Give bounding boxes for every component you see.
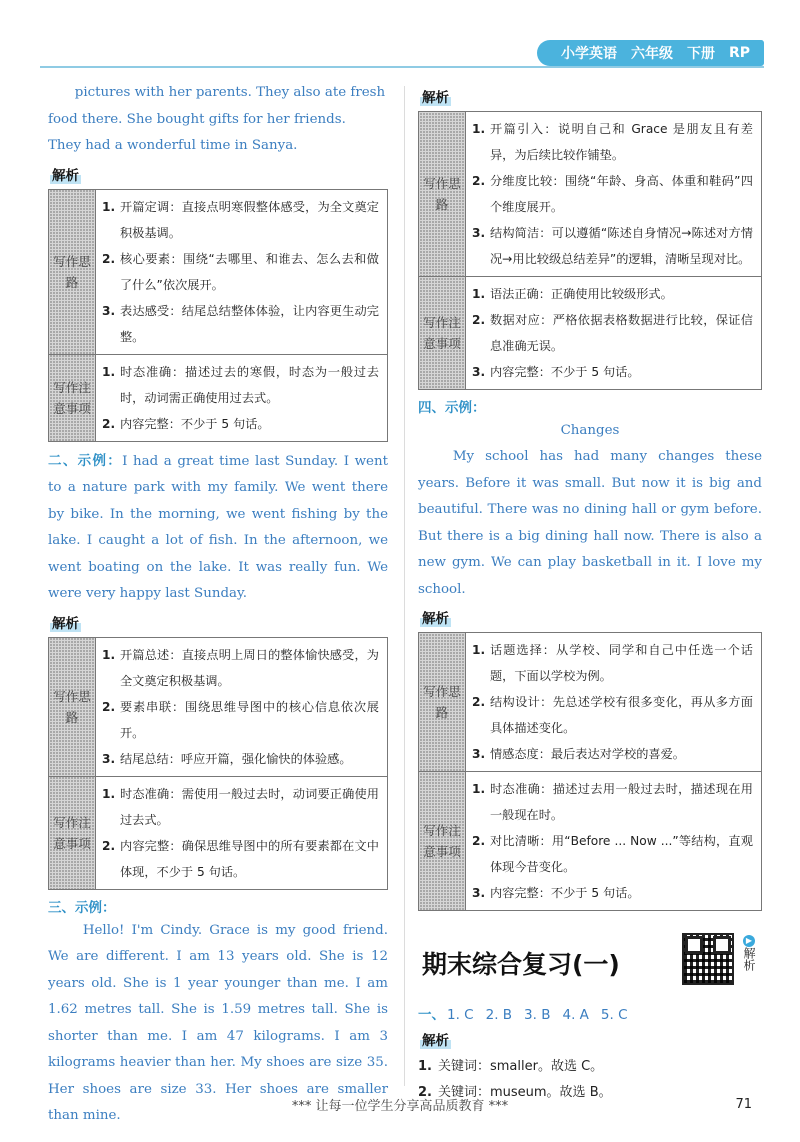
list-item: 1. 时态准确：需使用一般过去时，动词要正确使用过去式。	[102, 786, 379, 827]
play-icon: ▶	[743, 935, 755, 947]
table-label-notes: 写作注意事项	[49, 354, 96, 441]
intro-line: They had a wonderful time in Sanya.	[48, 138, 298, 153]
example-4-heading: Changes	[560, 423, 620, 438]
page-number: 71	[735, 1097, 752, 1112]
list-item: 3. 内容完整：不少于 5 句话。	[472, 365, 640, 379]
table-label-writing-idea: 写作思路	[49, 189, 96, 354]
qr-label: 解析	[742, 947, 756, 971]
table-content	[466, 772, 762, 911]
intro-line: food there. She bought gifts for her friends.	[48, 111, 346, 127]
table-content	[96, 776, 388, 889]
table-label-notes: 写作注意事项	[419, 277, 466, 390]
table-content	[96, 637, 388, 776]
analysis-table	[418, 111, 762, 390]
jiexi-heading: 解析	[420, 607, 451, 627]
table-label-writing-idea: 写作思路	[419, 633, 466, 772]
review-section-header	[418, 927, 762, 999]
list-item: 2. 内容完整：确保思维导图中的所有要素都在文中体现，不少于 5 句话。	[102, 838, 379, 879]
example-2	[48, 448, 388, 608]
list-item: 3. 内容完整：不少于 5 句话。	[472, 886, 640, 900]
analysis-table	[48, 637, 388, 890]
table-label-notes: 写作注意事项	[419, 772, 466, 911]
keyword-item: 1. 关键词：smaller。故选 C。	[418, 1059, 604, 1074]
column-divider	[404, 86, 405, 1086]
section-2-title: 二、示例：	[48, 452, 123, 469]
qr-code-icon[interactable]	[682, 933, 734, 985]
example-4-text: My school has had many changes these years. Before it was small. But now it is big and beautiful. There was no dining hall or gym before. But there is a big dining hall now. There is also a new gym. We can play basketball in it. I love my school.	[418, 449, 762, 597]
list-item: 2. 核心要素：围绕“去哪里、和谁去、怎么去和做了什么”依次展开。	[102, 251, 379, 292]
list-item: 1. 开篇定调：直接点明寒假整体感受，为全文奠定积极基调。	[102, 199, 379, 240]
list-item: 1. 语法正确：正确使用比较级形式。	[472, 287, 673, 301]
list-item: 1. 话题选择：从学校、同学和自己中任选一个话题，下面以学校为例。	[472, 643, 753, 683]
list-item: 2. 数据对应：严格依据表格数据进行比较，保证信息准确无误。	[472, 313, 753, 353]
list-item: 3. 结尾总结：呼应开篇，强化愉快的体验感。	[102, 751, 352, 766]
table-content	[466, 112, 762, 277]
table-content	[466, 277, 762, 390]
list-item: 3. 表达感受：结尾总结整体体验，让内容更生动完整。	[102, 303, 379, 344]
section-4-title: 四、示例：	[418, 400, 486, 416]
list-item: 1. 开篇总述：直接点明上周日的整体愉快感受，为全文奠定积极基调。	[102, 647, 379, 688]
header-edition: RP	[728, 45, 750, 61]
list-item: 2. 内容完整：不少于 5 句话。	[102, 416, 270, 431]
jiexi-heading: 解析	[420, 1029, 451, 1049]
left-column	[48, 80, 388, 1130]
example-2-text: I had a great time last Sunday. I went to a nature park with my family. We went there by bike. In the morning, we went fishing by the lake. I caught a lot of fish. In the afternoon, we went boating on the lake. It was really fun. We were very happy last Sunday.	[48, 453, 388, 601]
table-label-writing-idea: 写作思路	[49, 637, 96, 776]
header-banner	[537, 40, 764, 66]
answer: 4. A	[562, 1007, 589, 1023]
list-item: 3. 情感态度：最后表达对学校的喜爱。	[472, 747, 685, 761]
right-column	[418, 80, 762, 1106]
analysis-table	[418, 632, 762, 911]
answer: 1. C	[447, 1007, 474, 1023]
intro-line: pictures with her parents. They also ate fresh	[74, 85, 386, 100]
table-label-notes: 写作注意事项	[49, 776, 96, 889]
answer-line	[418, 1003, 762, 1023]
section-3-title: 三、示例：	[48, 899, 116, 916]
jiexi-heading: 解析	[420, 86, 451, 106]
analysis-table	[48, 189, 388, 442]
list-item: 1. 开篇引入：说明自己和 Grace 是朋友且有差异，为后续比较作铺垫。	[472, 122, 753, 162]
answer: 2. B	[485, 1007, 513, 1023]
jiexi-heading: 解析	[50, 164, 81, 184]
intro-paragraph	[48, 80, 388, 160]
list-item: 2. 分维度比较：围绕“年龄、身高、体重和鞋码”四个维度展开。	[472, 174, 753, 214]
list-item: 2. 结构设计：先总述学校有很多变化，再从多方面具体描述变化。	[472, 695, 753, 735]
qr-side-label	[738, 931, 760, 975]
list-item: 2. 对比清晰：用“Before ... Now ...”等结构，直观体现今昔变化。	[472, 834, 753, 874]
answers-lead: 一、	[418, 1007, 445, 1023]
review-title: 期末综合复习(一)	[422, 950, 620, 979]
header-grade: 六年级	[630, 46, 673, 62]
answer: 5. C	[600, 1007, 628, 1023]
list-item: 1. 时态准确：描述过去用一般过去时，描述现在用一般现在时。	[472, 782, 753, 822]
table-content	[466, 633, 762, 772]
table-content	[96, 189, 388, 354]
keyword-item: 2. 关键词：museum。故选 B。	[418, 1085, 612, 1100]
header-term: 下册	[686, 46, 715, 62]
list-item: 3. 结构简洁：可以遵循“陈述自身情况→陈述对方情况→用比较级总结差异”的逻辑，清晰呈现对比。	[472, 226, 753, 266]
jiexi-heading: 解析	[50, 612, 81, 632]
list-item: 2. 要素串联：围绕思维导图中的核心信息依次展开。	[102, 699, 379, 740]
answer: 3. B	[524, 1007, 551, 1023]
table-label-writing-idea: 写作思路	[419, 112, 466, 277]
example-3-text: Hello! I'm Cindy. Grace is my good friend. We are different. I am 13 years old. She is 12 years old. She is 1 year younger than me. I am 1.62 metres tall. She is 1.59 metres tall. She is shorter than me. I am 47 kilograms. I am 3 kilograms heavier than her. My shoes are size 35. Her shoes are size 33. Her shoes are smaller than mine.	[48, 922, 388, 1123]
header-subject: 小学英语	[560, 46, 617, 62]
footer-slogan: *** 让每一位学生分享高品质教育 ***	[291, 1099, 509, 1114]
table-content	[96, 354, 388, 441]
header-rule	[40, 66, 764, 68]
list-item: 1. 时态准确：描述过去的寒假，时态为一般过去时，动词需正确使用过去式。	[102, 364, 379, 405]
